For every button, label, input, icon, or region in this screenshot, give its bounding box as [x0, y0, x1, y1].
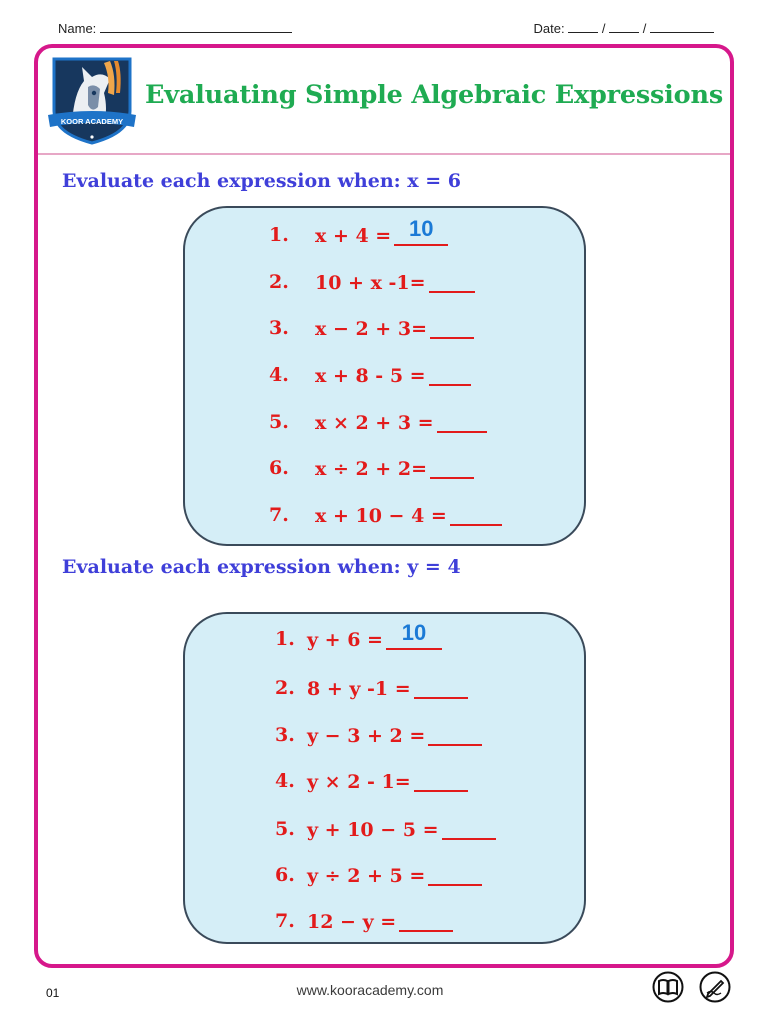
answer-blank[interactable] [414, 770, 468, 792]
date-day-blank[interactable] [609, 20, 639, 33]
date-separator: / [642, 21, 647, 36]
item-number: 2. [269, 271, 289, 293]
koor-academy-logo [44, 53, 140, 145]
answer-blank[interactable] [428, 724, 482, 746]
expression-text: x − 2 + 3= [315, 318, 427, 340]
date-month-blank[interactable] [568, 20, 598, 33]
expression-text: x × 2 + 3 = [315, 412, 434, 434]
expression-text: x + 10 − 4 = [315, 505, 447, 527]
answer-value: 10 [401, 620, 427, 645]
expression-box-x [183, 206, 586, 546]
answer-blank[interactable] [429, 271, 475, 293]
worksheet-title: Evaluating Simple Algebraic Expressions [145, 80, 723, 110]
answer-blank[interactable] [430, 317, 474, 339]
item-number: 6. [269, 457, 289, 479]
date-separator: / [601, 21, 606, 36]
expression [307, 818, 496, 841]
expression-text: y × 2 - 1= [307, 771, 411, 793]
answer-blank[interactable] [442, 818, 496, 840]
item-number: 1. [269, 224, 289, 246]
answer-blank[interactable] [430, 457, 474, 479]
item-number: 3. [269, 317, 289, 339]
name-field[interactable] [58, 20, 292, 36]
expression [315, 271, 475, 294]
section-heading-x: Evaluate each expression when: x = 6 [62, 170, 461, 192]
website-url[interactable]: www.kooracademy.com [296, 982, 444, 998]
expression-text: y + 6 = [307, 629, 383, 651]
expression-text: 10 + x -1= [315, 272, 426, 294]
answer-blank[interactable] [437, 411, 487, 433]
expression-text: x + 4 = [315, 225, 392, 247]
expression [307, 910, 453, 933]
answer-blank[interactable] [450, 504, 502, 526]
expression-text: x + 8 - 5 = [315, 365, 426, 387]
answer-value: 10 [408, 216, 434, 241]
date-label: Date: [533, 21, 565, 36]
item-number: 5. [275, 818, 295, 840]
answer-blank[interactable] [428, 864, 482, 886]
item-number: 4. [275, 770, 295, 792]
expression [315, 317, 474, 340]
section-heading-y: Evaluate each expression when: y = 4 [62, 556, 461, 578]
expression-text: 8 + y -1 = [307, 678, 411, 700]
pen-icon [699, 971, 731, 1003]
expression-text: y + 10 − 5 = [307, 819, 439, 841]
item-number: 2. [275, 677, 295, 699]
header-divider [38, 153, 730, 155]
expression-text: y − 3 + 2 = [307, 725, 426, 747]
expression [307, 677, 468, 700]
answer-blank[interactable] [399, 910, 453, 932]
name-label: Name: [58, 21, 97, 36]
expression [315, 411, 487, 434]
expression [307, 864, 482, 887]
expression [315, 504, 502, 527]
item-number: 6. [275, 864, 295, 886]
answer-blank[interactable] [394, 216, 448, 246]
answer-blank[interactable] [429, 364, 471, 386]
date-field[interactable] [534, 20, 714, 36]
item-number: 7. [269, 504, 289, 526]
answer-blank[interactable] [386, 620, 442, 650]
expression [307, 724, 482, 747]
expression [307, 770, 468, 793]
item-number: 3. [275, 724, 295, 746]
logo-text: KOOR ACADEMY [60, 117, 124, 126]
expression [307, 620, 442, 651]
expression [315, 364, 471, 387]
expression [315, 216, 448, 247]
item-number: 7. [275, 910, 295, 932]
date-year-blank[interactable] [650, 20, 714, 33]
item-number: 5. [269, 411, 289, 433]
expression-text: y ÷ 2 + 5 = [307, 865, 426, 887]
item-number: 1. [275, 628, 295, 650]
book-icon [652, 971, 684, 1003]
answer-blank[interactable] [414, 677, 468, 699]
expression-text: x ÷ 2 + 2= [315, 458, 427, 480]
expression-text: 12 − y = [307, 911, 397, 933]
page-number: 01 [46, 986, 60, 1000]
expression-box-y [183, 612, 586, 944]
expression [315, 457, 474, 480]
item-number: 4. [269, 364, 289, 386]
student-info-fields [58, 20, 714, 40]
name-blank[interactable] [100, 20, 292, 33]
